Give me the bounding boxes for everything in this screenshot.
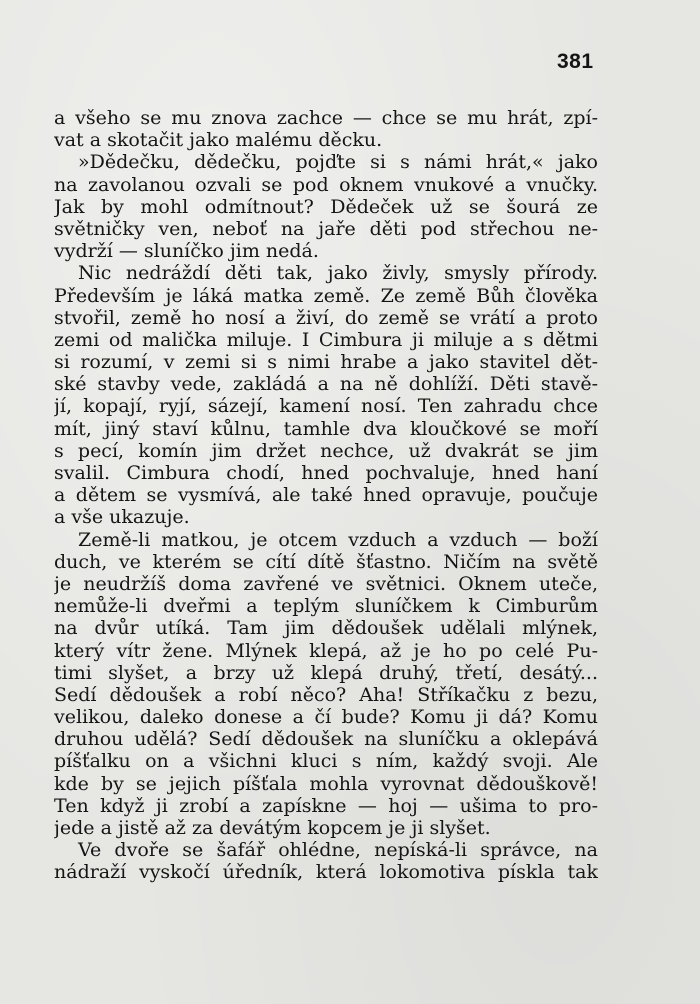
text-line: timi slyšet, a brzy už klepá druhý, třetí, desátý... bbox=[54, 661, 598, 684]
text-line: s pecí, komín jim držet nechce, už dvakrát se jim bbox=[54, 439, 598, 462]
text-line: a dětem se vysmívá, ale také hned opravuje, poučuje bbox=[54, 484, 598, 507]
body-text bbox=[54, 107, 598, 884]
text-line: Sedí dědoušek a robí něco? Aha! Stříkačku z bezu, bbox=[54, 683, 598, 706]
text-line: Země-li matkou, je otcem vzduch a vzduch — boží bbox=[78, 528, 598, 551]
text-line: zemi od malička miluje. I Cimbura ji miluje a s dětmi bbox=[54, 328, 598, 351]
text-line: kde by se jejich píšťala mohla vyrovnat dědouškově! bbox=[54, 772, 598, 795]
text-line: jede a jistě až za devátým kopcem je ji slyšet. bbox=[54, 817, 491, 839]
text-line: a vše ukazuje. bbox=[54, 506, 190, 529]
text-line: píšťalku on a všichni kluci s ním, každý svoji. Ale bbox=[54, 750, 598, 773]
page-number: 381 bbox=[557, 50, 594, 73]
text-line: který vítr žene. Mlýnek klepá, až je ho po celé Pu- bbox=[54, 639, 598, 662]
text-line: Ten když ji zrobí a zapískne — hoj — ušima to pro- bbox=[54, 794, 598, 817]
text-line: nemůže-li dveřmi a teplým sluníčkem k Cimburům bbox=[54, 595, 598, 618]
text-line: je neudržíš doma zavřené ve světnici. Oknem uteče, bbox=[54, 572, 598, 595]
text-line: na dvůr utíká. Tam jim dědoušek udělali mlýnek, bbox=[54, 617, 598, 640]
text-line: na zavolanou ozvali se pod oknem vnukové a vnučky. bbox=[54, 173, 598, 196]
text-line: vat a skotačit jako malému děcku. bbox=[54, 129, 383, 152]
text-line: stvořil, země ho nosí a živí, do země se vrátí a proto bbox=[54, 306, 598, 329]
text-line: ské stavby vede, zakládá a na ně dohlíží. Děti stavě- bbox=[54, 373, 598, 396]
text-line: světničky ven, neboť na jaře děti pod střechou ne- bbox=[54, 217, 598, 240]
text-line: si rozumí, v zemi si s nimi hrabe a jako stavitel dět- bbox=[54, 351, 598, 374]
text-line: jí, kopají, ryjí, sázejí, kamení nosí. Ten zahradu chce bbox=[54, 395, 598, 418]
text-line: a všeho se mu znova zachce — chce se mu hrát, zpí- bbox=[54, 107, 598, 129]
text-line: Jak by mohl odmítnout? Dědeček už se šourá ze bbox=[54, 195, 598, 218]
text-line: vydrží — sluníčko jim nedá. bbox=[54, 240, 319, 263]
text-line: nádraží vyskočí úředník, která lokomotiva pískla tak bbox=[54, 861, 598, 884]
text-line: druhou udělá? Sedí dědoušek na sluníčku a oklepává bbox=[54, 728, 598, 751]
text-line: mít, jiný staví kůlnu, tamhle dva kloučkové se moří bbox=[54, 417, 598, 440]
text-line: Nic nedráždí děti tak, jako živly, smysly přírody. bbox=[78, 262, 598, 285]
text-line: »Dědečku, dědečku, pojďte si s námi hrát,« jako bbox=[78, 151, 598, 174]
text-line: Ve dvoře se šafář ohlédne, nepíská-li správce, na bbox=[78, 839, 598, 862]
text-line: Především je láká matka země. Ze země Bůh člověka bbox=[54, 284, 598, 307]
text-line: duch, ve kterém se cítí dítě šťastno. Ničím na světě bbox=[54, 550, 598, 573]
text-line: svalil. Cimbura chodí, hned pochvaluje, hned haní bbox=[54, 462, 598, 484]
text-line: velikou, daleko donese a čí bude? Komu ji dá? Komu bbox=[54, 706, 598, 729]
